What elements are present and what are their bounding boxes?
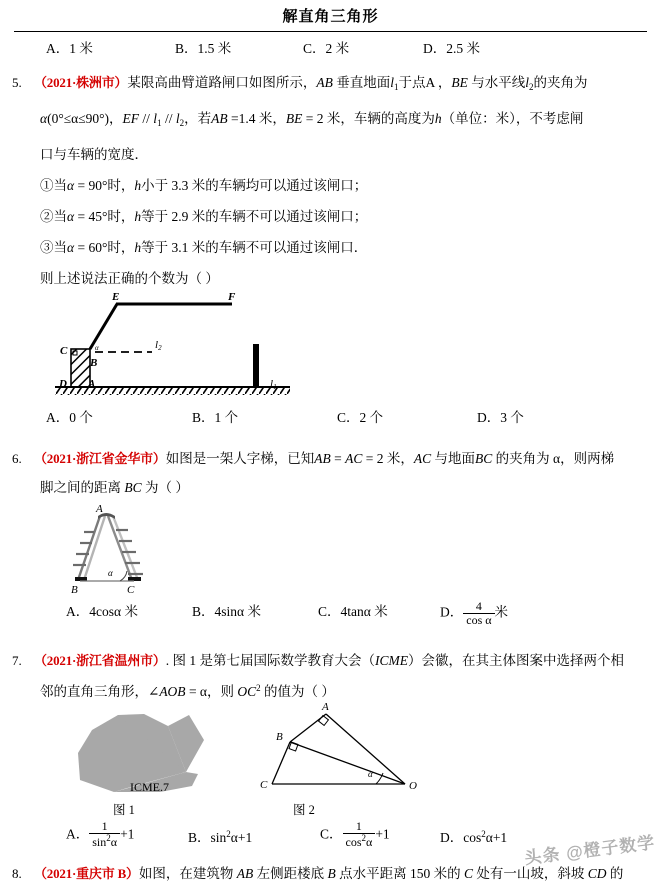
q4-option-d[interactable]: D．2.5 米 — [423, 40, 480, 56]
q7-option-c-fraction — [343, 820, 376, 848]
q5-stem-line-2 — [0, 103, 661, 139]
q8-source: （2021·重庆市 B） — [34, 866, 139, 881]
q5-text-1a: 某限高曲臂道路闸口如图所示， — [127, 74, 317, 90]
q5-s3-h: h — [134, 239, 142, 255]
q5-par-2: // — [161, 110, 176, 126]
q7-fig1-caption: ICME.7 — [130, 780, 169, 794]
q5-h-var: h — [434, 110, 442, 126]
q5-line-l2: l — [525, 74, 530, 90]
q8-point-b: B — [327, 866, 336, 881]
q7-seg-oc: OC — [237, 684, 257, 699]
q6-option-d-prefix: D． — [440, 604, 464, 620]
q8-text-1a: 如图，在建筑物 — [138, 866, 237, 881]
q7-option-a-suffix: +1 — [120, 826, 135, 842]
q6-label-B: B — [71, 584, 78, 596]
q7-fig2-label-O: O — [409, 780, 417, 792]
q7-text-1b: ）会徽，在其主体图案中选择两个相 — [408, 653, 624, 668]
watermark: 头条 @橙子数学 — [523, 833, 656, 868]
q7-option-c-alpha: α — [366, 834, 373, 849]
q5-l1-b-sub: 1 — [157, 117, 162, 128]
q7-figure1-icme-logo — [68, 700, 208, 800]
q6-options-row — [0, 600, 661, 638]
q7-number: 7. — [12, 653, 22, 668]
q5-s2-h: h — [134, 208, 142, 224]
q5-s3-alpha: α — [67, 239, 75, 255]
q6-label-A: A — [96, 503, 103, 515]
q5-text-1c: 于点A ， — [398, 74, 452, 90]
q6-figure-step-ladder — [70, 500, 200, 600]
q5-label-l2: l2 — [155, 339, 162, 352]
q5-option-b[interactable]: B．1 个 — [192, 410, 239, 425]
q7-angle-aob: AOB — [159, 684, 186, 699]
q5-option-a[interactable]: A．0 个 — [46, 410, 93, 425]
q5-label-E: E — [112, 291, 120, 303]
q6-option-d-den: cos α — [463, 613, 494, 627]
q7-fig2-label-alpha: α — [368, 769, 373, 779]
q7-options-row — [0, 820, 661, 860]
q7-fig2-label-B: B — [276, 731, 283, 743]
q5-statement-3 — [0, 232, 661, 263]
q5-text-2f: =1.4 米， — [227, 110, 286, 126]
q6-seg-bc: BC — [475, 451, 493, 466]
q7-fig1-label: 图 1 — [113, 803, 135, 817]
q6-eq-1: = — [330, 451, 346, 466]
q6-option-d-unit: 米 — [494, 604, 509, 620]
q8-point-c: C — [463, 866, 473, 881]
q6-option-c[interactable]: C．4tanα 米 — [318, 604, 388, 619]
q5-s1a: ①当 — [40, 177, 67, 193]
q7-option-a-prefix: A． — [66, 826, 90, 842]
q7-seg-oc-sup: 2 — [256, 683, 261, 693]
q7-option-d-sup: 2 — [481, 829, 486, 839]
q4-option-c[interactable]: C．2 米 — [303, 40, 350, 56]
q7-text-1a: . 图 1 是第七届国际数学教育大会（ — [165, 653, 375, 668]
q5-option-c[interactable]: C．2 个 — [337, 410, 384, 425]
q5-ask-line: 则上述说法正确的个数为（ ） — [40, 270, 219, 286]
q4-option-b[interactable]: B．1.5 米 — [175, 40, 232, 56]
q7-option-c-den — [343, 833, 376, 849]
q7-option-d-base: D．cos — [440, 830, 482, 845]
q6-seg-ab: AB — [314, 451, 331, 466]
q5-statement-2 — [0, 201, 661, 232]
q6-number: 6. — [12, 451, 22, 466]
q5-ab-2: AB — [211, 110, 228, 126]
q5-stem-line-1 — [0, 67, 661, 103]
q6-text-2a: 脚之间的距离 — [40, 480, 125, 495]
q6-seg-ac: AC — [345, 451, 363, 466]
q5-s3a: ③当 — [40, 239, 67, 255]
q7-option-a-num: 1 — [101, 819, 108, 833]
q6-option-a[interactable]: A．4cosα 米 — [66, 604, 138, 619]
q7-option-a-sin: sin — [92, 834, 107, 849]
q5-seg-ef: EF — [122, 110, 140, 126]
q5-s1d: 小于 3.3 米的车辆均可以通过该闸口； — [141, 177, 368, 193]
q7-option-c-num: 1 — [355, 819, 362, 833]
q7-option-b[interactable] — [188, 826, 252, 846]
q5-label-D: D — [59, 378, 67, 390]
q5-line-l1-sub: 1 — [393, 81, 399, 92]
q7-option-a-alpha: α — [110, 834, 118, 849]
q5-l2-b-sub: 2 — [179, 117, 185, 128]
q5-figure-barrier-gate — [0, 286, 400, 404]
q7-option-a-den — [89, 833, 120, 849]
q5-s3c: = 60°时， — [74, 239, 135, 255]
q5-text-1e: 的夹角为 — [533, 74, 588, 90]
q5-stem-line-3: 口与车辆的宽度． — [40, 146, 148, 162]
q5-line-l1: l — [390, 74, 394, 90]
q6-option-d-num: 4 — [475, 599, 482, 613]
q7-option-a-sup: 2 — [106, 832, 111, 843]
q5-label-F: F — [228, 291, 236, 303]
q7-option-d[interactable] — [440, 826, 507, 846]
q4-options-row — [0, 37, 661, 67]
q5-label-C: C — [60, 345, 68, 357]
q5-l2-b: l — [175, 110, 180, 126]
q5-s2a: ②当 — [40, 208, 67, 224]
q5-text-1d: 与水平线 — [467, 74, 526, 90]
q5-label-A: A — [88, 378, 96, 390]
q7-option-c-suffix: +1 — [375, 826, 390, 842]
q5-number: 5. — [12, 74, 22, 90]
q5-seg-be: BE — [451, 74, 468, 90]
q7-fig2-label-C: C — [260, 779, 268, 791]
q4-option-a[interactable]: A．1 米 — [46, 40, 93, 56]
q7-option-a[interactable] — [66, 820, 134, 848]
q6-option-b[interactable]: B．4sinα 米 — [192, 604, 261, 619]
q7-option-b-base: B．sin — [188, 830, 227, 845]
q7-option-c-prefix: C． — [320, 826, 343, 842]
q5-label-l1: l1 — [270, 378, 277, 391]
q5-line-l2-sub: 2 — [529, 81, 534, 92]
q6-text-1a: 如图是一架人字梯，已知 — [165, 451, 315, 466]
q8-seg-cd: CD — [587, 866, 607, 881]
q6-option-d[interactable] — [440, 600, 508, 626]
q5-option-d[interactable]: D．3 个 — [477, 410, 524, 425]
q5-label-alpha: α — [95, 344, 99, 352]
q7-fig2-label-A: A — [322, 701, 329, 713]
q7-text-2a: 邻的直角三角形，∠ — [40, 684, 160, 699]
q6-label-C: C — [127, 584, 135, 596]
q6-text-1d: 与地面 — [431, 451, 476, 466]
q5-l1-b: l — [153, 110, 158, 126]
q5-text-1b: 垂直地面 — [332, 74, 391, 90]
q7-icme-abbr: ICME — [375, 653, 408, 668]
q8-text-1c: 点水平距离 150 米的 — [335, 866, 464, 881]
q7-stem-line-1 — [0, 645, 661, 676]
q8-text-1d: 处有一山坡，斜坡 — [473, 866, 588, 881]
q5-text-2e: ，若 — [184, 110, 212, 126]
q5-text-2i: （单位：米），不考虑闸 — [441, 110, 584, 126]
q5-source: （2021·株洲市） — [34, 74, 128, 90]
q5-s2d: 等于 2.9 米的车辆不可以通过该闸口； — [141, 208, 368, 224]
q7-source: （2021·浙江省温州市） — [34, 653, 166, 668]
q6-seg-ac-2: AC — [413, 451, 432, 466]
q7-option-b-sup: 2 — [226, 829, 231, 839]
q5-s1c: = 90°时， — [74, 177, 135, 193]
q5-s1-alpha: α — [67, 177, 75, 193]
q7-option-a-fraction — [89, 820, 120, 848]
q6-label-alpha: α — [108, 568, 113, 578]
q8-number: 8. — [12, 866, 22, 881]
page-title: 解直角三角形 — [282, 9, 379, 25]
q5-s1-h: h — [134, 177, 142, 193]
q6-stem-line-1 — [0, 443, 661, 474]
q6-seg-bc-2: BC — [124, 480, 142, 495]
q5-alpha: α — [40, 110, 48, 126]
q5-par-1: // — [139, 110, 154, 126]
title-divider — [14, 31, 647, 32]
q5-label-B: B — [90, 357, 98, 369]
q7-text-2b: = α，则 — [185, 684, 238, 699]
q6-option-d-fraction — [463, 600, 494, 626]
q8-text-1e: 的 — [606, 866, 624, 881]
q7-option-c-cos: cos — [345, 834, 362, 849]
q7-option-b-rest: α+1 — [230, 830, 253, 845]
q6-stem-line-2 — [0, 472, 661, 503]
q6-text-1c: = 2 米， — [362, 451, 414, 466]
q5-alpha-range: (0°≤α≤90°)， — [47, 110, 123, 126]
q5-be-2: BE — [285, 110, 303, 126]
q8-stem-line-1 — [0, 858, 661, 889]
q5-s2-alpha: α — [67, 208, 75, 224]
q8-seg-ab: AB — [236, 866, 254, 881]
q7-figure2-triangles — [258, 700, 458, 800]
q5-s2c: = 45°时， — [74, 208, 135, 224]
q5-statement-1 — [0, 170, 661, 201]
q8-text-1b: 左侧距楼底 — [253, 866, 328, 881]
q5-seg-ab: AB — [316, 74, 333, 90]
q6-source: （2021·浙江省金华市） — [34, 451, 166, 466]
q7-fig2-label: 图 2 — [293, 803, 315, 817]
q5-text-2g: = 2 米，车辆的高度为 — [302, 110, 435, 126]
q5-options-row — [0, 406, 661, 436]
q7-option-c-sup: 2 — [361, 832, 367, 843]
q6-text-2b: 为（ ） — [141, 480, 189, 495]
q5-s3d: 等于 3.1 米的车辆不可以通过该闸口． — [141, 239, 368, 255]
q7-option-d-rest: α+1 — [485, 830, 508, 845]
q6-text-1e: 的夹角为 α，则两梯 — [492, 451, 615, 466]
q7-text-2c: 的值为（ ） — [260, 684, 335, 699]
q7-option-c[interactable] — [320, 820, 390, 848]
